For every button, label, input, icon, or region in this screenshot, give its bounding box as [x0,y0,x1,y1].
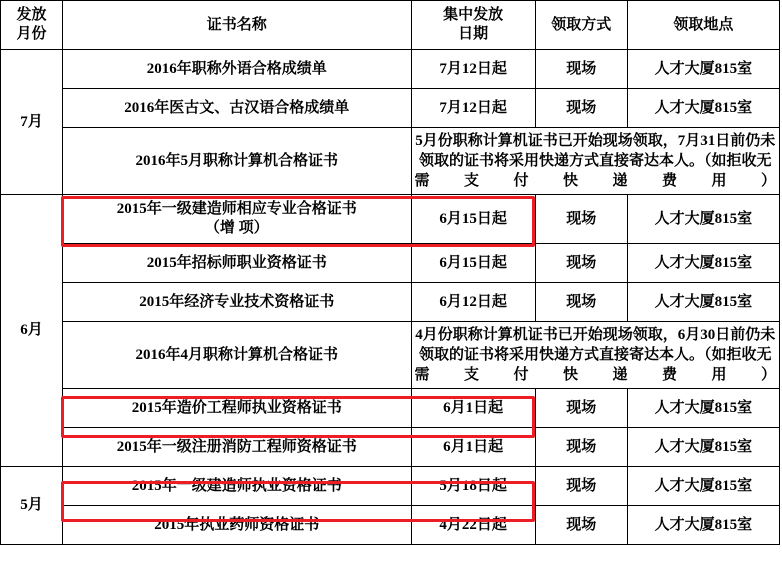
certificate-name: 2015年经济专业技术资格证书 [63,283,411,322]
distribution-date: 7月12日起 [411,50,535,89]
certificate-name: 2015年造价工程师执业资格证书 [63,389,411,428]
certificate-name: 2016年5月职称计算机合格证书 [63,128,411,195]
certificate-name: 2016年职称外语合格成绩单 [63,50,411,89]
column-header-month [1,1,63,50]
table-row [1,283,780,322]
column-header-collection-method: 领取方式 [535,1,627,50]
table-header-row [1,1,780,50]
table-row [1,89,780,128]
distribution-date: 6月12日起 [411,283,535,322]
table-header [1,1,780,50]
certificate-name-line2: （增 项） [204,220,269,236]
table-row [1,244,780,283]
collection-method: 现场 [535,244,627,283]
certificate-name: 2016年医古文、古汉语合格成绩单 [63,89,411,128]
collection-place: 人才大厦815室 [627,89,779,128]
month-cell-june: 6月 [1,195,63,467]
collection-method: 现场 [535,283,627,322]
collection-place: 人才大厦815室 [627,428,779,467]
certificate-name: 2015年招标师职业资格证书 [63,244,411,283]
collection-method: 现场 [535,506,627,545]
table-row [1,428,780,467]
distribution-date: 6月1日起 [411,428,535,467]
distribution-date: 6月15日起 [411,195,535,244]
distribution-note: 5月份职称计算机证书已开始现场领取，7月31日前仍未领取的证书将采用快递方式直接寄达本人。（如拒收无需支付快递费用） [411,128,779,195]
collection-place: 人才大厦815室 [627,506,779,545]
table-row [1,128,780,195]
distribution-date: 6月1日起 [411,389,535,428]
collection-place: 人才大厦815室 [627,467,779,506]
column-header-date [411,1,535,50]
column-header-certificate-name: 证书名称 [63,1,411,50]
collection-method: 现场 [535,389,627,428]
collection-place: 人才大厦815室 [627,244,779,283]
collection-place: 人才大厦815室 [627,283,779,322]
table-row [1,322,780,389]
column-header-date-line1: 集中发放 [443,6,504,23]
month-cell-may: 5月 [1,467,63,545]
certificate-name [63,195,411,244]
distribution-date: 4月22日起 [411,506,535,545]
collection-place: 人才大厦815室 [627,195,779,244]
collection-method: 现场 [535,195,627,244]
table-body [1,50,780,545]
table-row [1,467,780,506]
distribution-note: 4月份职称计算机证书已开始现场领取，6月30日前仍未领取的证书将采用快递方式直接寄达本人。（如拒收无需支付快递费用） [411,322,779,389]
table-row [1,50,780,89]
column-header-month-line2: 月份 [16,26,47,42]
collection-method: 现场 [535,50,627,89]
table-row [1,389,780,428]
table-row [1,195,780,244]
column-header-collection-place: 领取地点 [627,1,779,50]
certificate-name: 2016年4月职称计算机合格证书 [63,322,411,389]
distribution-date: 7月12日起 [411,89,535,128]
collection-method: 现场 [535,467,627,506]
distribution-date: 5月18日起 [411,467,535,506]
certificate-name: 2015年一级注册消防工程师资格证书 [63,428,411,467]
column-header-date-line2: 日期 [458,26,489,42]
collection-place: 人才大厦815室 [627,389,779,428]
certificate-name-line1: 2015年一级建造师相应专业合格证书 [116,200,357,217]
collection-method: 现场 [535,89,627,128]
collection-place: 人才大厦815室 [627,50,779,89]
table-row [1,506,780,545]
collection-method: 现场 [535,428,627,467]
distribution-date: 6月15日起 [411,244,535,283]
month-cell-july: 7月 [1,50,63,195]
certificate-name: 2015年执业药师资格证书 [63,506,411,545]
column-header-month-line1: 发放 [16,6,47,23]
certificate-name: 2015年一级建造师执业资格证书 [63,467,411,506]
